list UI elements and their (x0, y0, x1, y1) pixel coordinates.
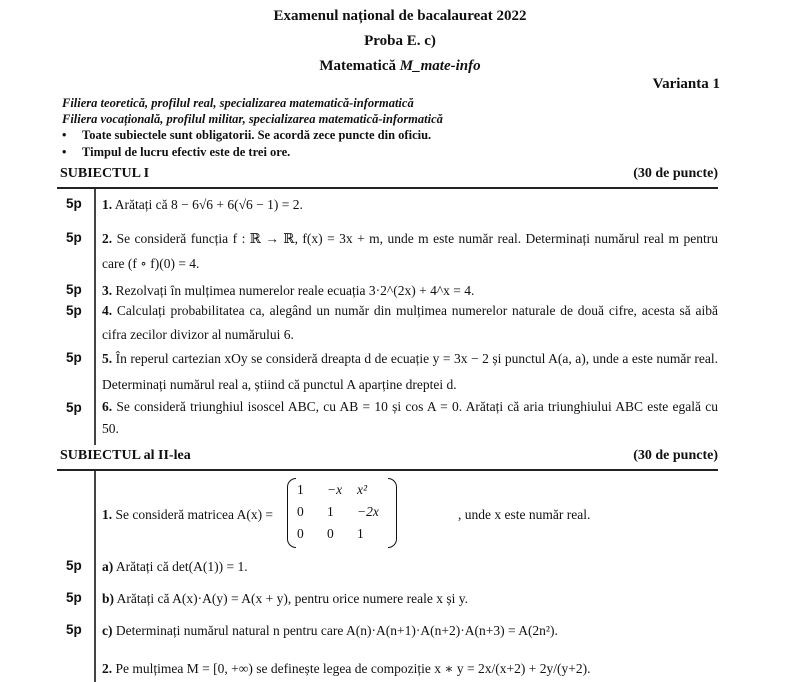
points-label: 5p (66, 230, 82, 245)
problem-text: Determinați numărul natural n pentru care A(n)·A(n+1)·A(n+2)·A(n+3) = A(2n²). (115, 623, 558, 638)
problem-number: 1. (102, 197, 113, 212)
matrix-table (297, 479, 387, 545)
problem-text: Se consideră funcția f : ℝ → ℝ, f(x) = 3x + m, unde m este număr real. Determinați numărul real m pentru care (f ∘ f)(0) = 4. (102, 231, 718, 271)
instruction-text: Toate subiectele sunt obligatorii. Se acordă zece puncte din oficiu. (82, 128, 432, 142)
right-paren (388, 478, 397, 548)
problem-text: Rezolvați în mulțimea numerelor reale ecuația 3·2^(2x) + 4^x = 4. (115, 283, 475, 298)
problem-text: Se consideră matricea A(x) = (115, 507, 274, 522)
section-divider (57, 187, 718, 189)
problem-number: 6. (102, 399, 113, 414)
section-points: (30 de puncte) (633, 448, 718, 463)
points-label: 5p (66, 558, 82, 573)
problem-text: Se consideră triunghiul isoscel ABC, cu AB = 10 și cos A = 0. Arătați că aria triunghiului ABC este egală cu 50. (102, 399, 718, 436)
matrix-row (297, 479, 387, 501)
problem-text: Calculați probabilitatea ca, alegând un număr din mulțimea numerelor naturale de două cifre, acesta să aibă cifra zecilor divizor al numărului 6. (102, 303, 719, 342)
points-label: 5p (66, 196, 82, 211)
left-paren (287, 478, 296, 548)
problem-text: Arătați că 8 − 6√6 + 6(√6 − 1) = 2. (114, 197, 303, 212)
section-heading-subiect-2 (60, 448, 718, 464)
section-divider (57, 469, 718, 471)
problem-number: 2. (102, 231, 113, 246)
points-label: 5p (66, 622, 82, 637)
subproblem-label: b) (102, 591, 115, 606)
matrix-cell: 0 (297, 504, 304, 519)
instruction-2 (62, 145, 290, 160)
matrix-cell: 1 (297, 482, 304, 497)
matrix-row (297, 523, 387, 545)
section-title: SUBIECTUL I (60, 166, 150, 181)
problem-number: 3. (102, 283, 113, 298)
subproblem-label: c) (102, 623, 113, 638)
problem-text: , unde x este număr real. (458, 507, 591, 522)
points-label: 5p (66, 350, 82, 365)
matrix-cell: 1 (327, 504, 334, 519)
filiera-line-1: Filiera teoretică, profilul real, specializarea matematică-informatică (62, 96, 414, 110)
problem-number: 4. (102, 303, 113, 318)
matrix-cell: 0 (297, 526, 304, 541)
matrix-cell: 0 (327, 526, 334, 541)
problem-number: 2. (102, 661, 113, 676)
problem-text: În reperul cartezian xOy se consideră dreapta d de ecuație y = 3x − 2 și punctul A(a, a), unde a este număr real. Determinați numărul real a, știind că punctul A aparține dreptei d. (102, 351, 718, 392)
matrix-cell: −2x (357, 504, 379, 519)
points-column-divider (94, 471, 96, 682)
exam-proba: Proba E. c) (364, 33, 436, 49)
problem-number: 5. (102, 351, 113, 366)
problem-text: Pe mulțimea M = [0, +∞) se definește legea de compoziție x ∗ y = 2x/(x+2) + 2y/(y+2). (115, 661, 591, 676)
points-label: 5p (66, 282, 82, 297)
subproblem-label: a) (102, 559, 114, 574)
matrix-cell: 1 (357, 526, 364, 541)
exam-title: Examenul național de bacalaureat 2022 (273, 8, 527, 24)
matrix-cell: −x (327, 482, 343, 497)
subject-profile: M_mate-info (399, 58, 481, 74)
section-title: SUBIECTUL al II-lea (60, 448, 191, 463)
variant-label: Varianta 1 (652, 76, 720, 92)
subject-prefix: Matematică (319, 58, 397, 74)
problem-text: Arătați că det(A(1)) = 1. (115, 559, 248, 574)
problem-number: 1. (102, 507, 113, 522)
problem-text: Arătați că A(x)·A(y) = A(x + y), pentru orice numere reale x și y. (116, 591, 468, 606)
matrix-cell: x² (357, 482, 368, 497)
matrix-A (287, 478, 397, 548)
section-points: (30 de puncte) (633, 166, 718, 181)
instruction-1 (62, 128, 431, 143)
points-label: 5p (66, 303, 82, 318)
points-label: 5p (66, 400, 82, 415)
bullet-icon: • (62, 128, 67, 142)
matrix-row (297, 501, 387, 523)
points-label: 5p (66, 590, 82, 605)
points-column-divider (94, 189, 96, 445)
filiera-line-2: Filiera vocațională, profilul militar, specializarea matematică-informatică (62, 112, 443, 126)
section-heading-subiect-1 (60, 166, 718, 182)
exam-subject (0, 58, 800, 75)
instruction-text: Timpul de lucru efectiv este de trei ore. (82, 145, 291, 159)
bullet-icon: • (62, 145, 67, 159)
